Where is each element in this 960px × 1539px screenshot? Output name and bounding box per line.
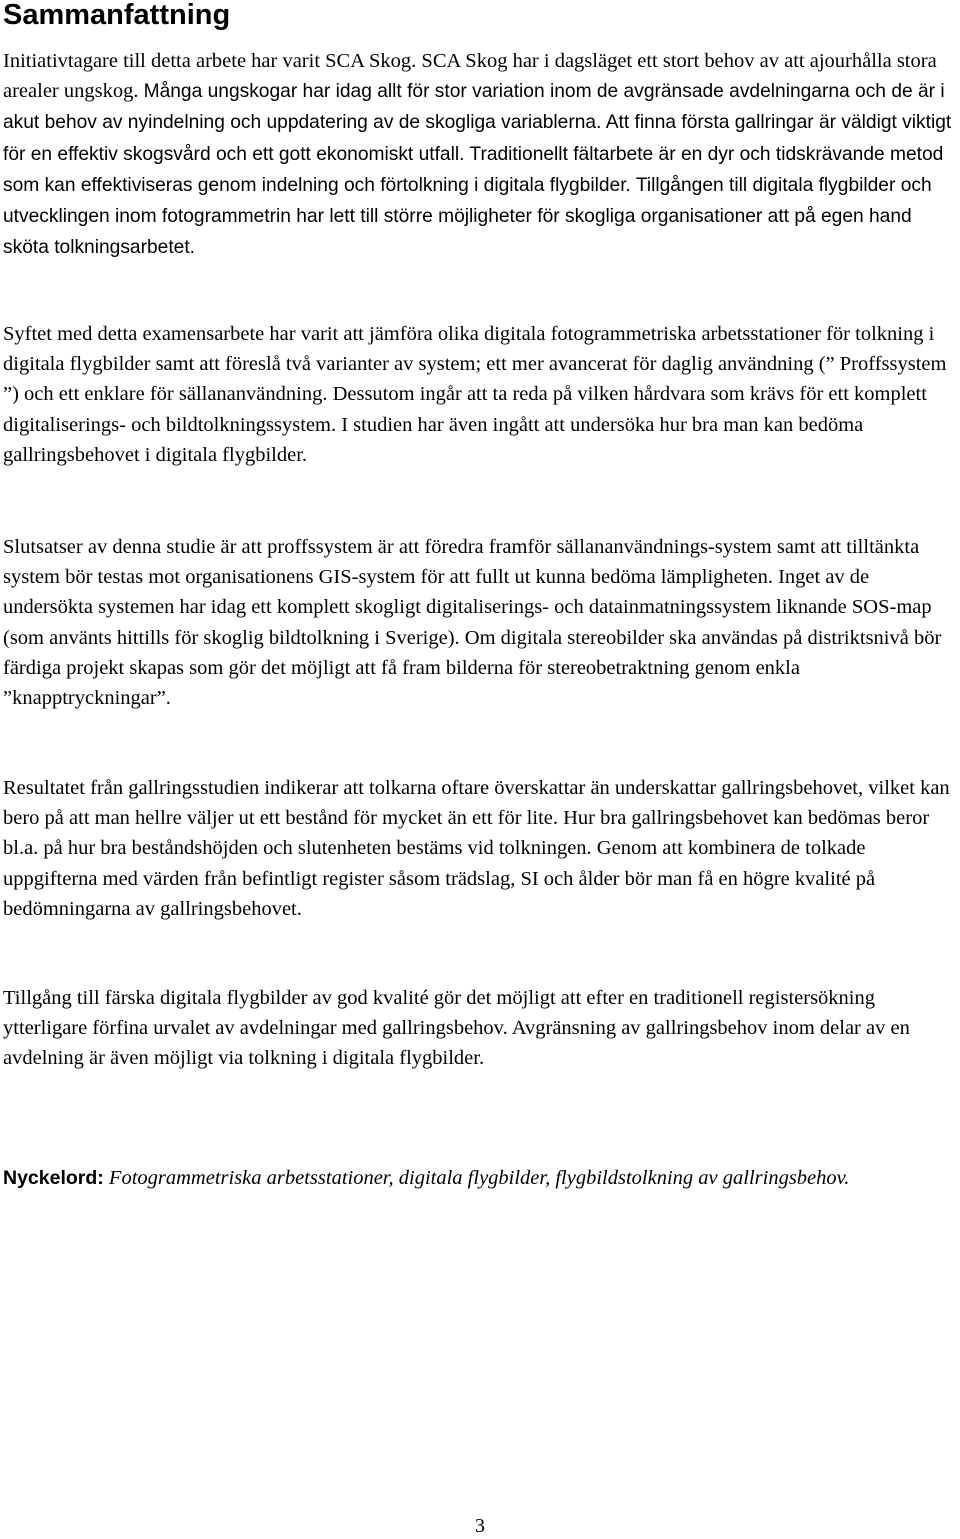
keywords [3, 1163, 957, 1193]
keywords-label: Nyckelord: [3, 1167, 104, 1189]
paragraph-purpose: Syftet med detta examensarbete har varit att jämföra olika digitala fotogrammetriska arbetsstationer för tolkning i digitala flygbilder samt att föreslå två varianter av system; ett mer avancerat för daglig användning (” Proffssystem ”) och ett enklare för sällananvändning. Dessutom ingår att ta reda på vilken hårdvara som krävs för ett komplett digitaliserings- och bildtolkningssystem. I studien har även ingått att undersöka hur bra man kan bedöma gallringsbehovet i digitala flygbilder. [3, 323, 947, 466]
keywords-text: Fotogrammetriska arbetsstationer, digitala flygbilder, flygbildstolkning av gallringsbehov. [108, 1167, 850, 1189]
paragraph-results: Resultatet från gallringsstudien indikerar att tolkarna oftare överskattar än underskattar gallringsbehovet, vilket kan bero på att man hellre väljer ut ett bestånd för mycket än ett för lite. Hur bra gallringsbehovet kan bedömas beror bl.a. på hur bra beståndshöjden och slutenheten bestäms vid tolkningen. Genom att kombinera de tolkade uppgifterna med värden från befintligt register såsom trädslag, SI och ålder bör man få en högre kvalité på bedömningarna av gallringsbehovet. [3, 777, 950, 920]
paragraph-access: Tillgång till färska digitala flygbilder av god kvalité gör det möjligt att efter en traditionell registersökning ytterligare förfina urvalet av avdelningar med gallringsbehov. Avgränsning av gallringsbehov inom delar av en avdelning är även möjligt via tolkning i digitala flygbilder. [3, 987, 910, 1070]
paragraph-conclusions: Slutsatser av denna studie är att proffssystem är att föredra framför sällananvändnings-system samt att tilltänkta system bör testas mot organisationens GIS-system för att fullt ut kunna bedöma lämpligheten. Inget av de undersökta systemen har idag ett komplett skogligt digitaliserings- och datainmatningssystem liknande SOS-map (som använts hittills för skoglig bildtolkning i Sverige). Om digitala stereobilder ska användas på distriktsnivå bör färdiga projekt skapas som gör det möjligt att få fram bilderna för stereobetraktning genom enkla ”knapptryckningar”. [3, 536, 942, 710]
page-number: 3 [475, 1515, 485, 1537]
paragraph-initiative-serif: Initiativtagare till detta arbete har varit SCA Skog. SCA Skog har i dagsläget ett stort behov av att ajourhålla stora arealer ungskog. [3, 50, 937, 103]
paragraph-initiative-sans: Många ungskogar har idag allt för stor variation inom de avgränsade avdelningarna och de är i akut behov av nyindelning och uppdatering av de skogliga variablerna. Att finna första gallringar är väldigt viktigt för en effektiv skogsvård och ett gott ekonomiskt utfall. Traditionellt fältarbete är en dyr och tidskrävande metod som kan effektiviseras genom indelning och förtolkning i digitala flygbilder. Tillgången till digitala flygbilder och utvecklingen inom fotogrammetrin har lett till större möjligheter för skogliga organisationer att på egen hand sköta tolkningsarbetet. [3, 81, 952, 259]
page-title: Sammanfattning [3, 0, 231, 31]
paragraph-initiative [3, 46, 957, 263]
